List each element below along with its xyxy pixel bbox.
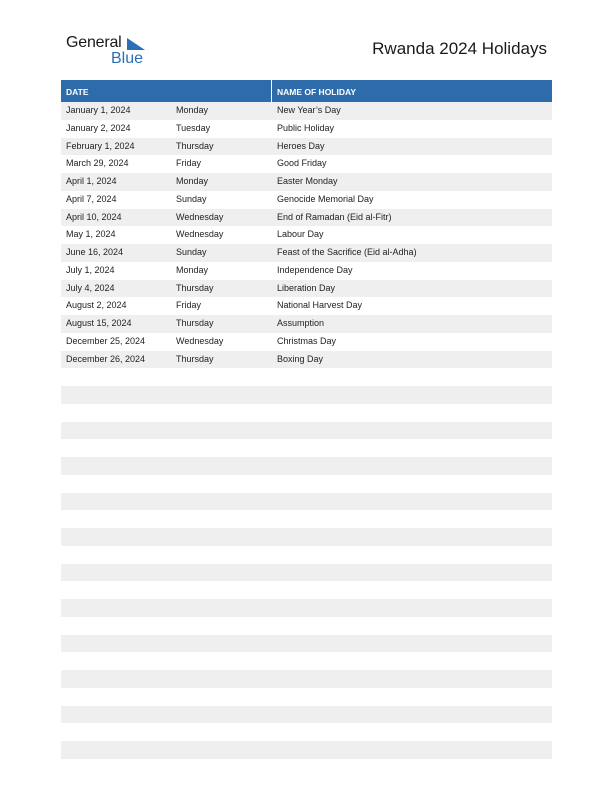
generalblue-logo xyxy=(66,34,156,68)
cell-date: June 16, 2024 xyxy=(66,247,124,257)
cell-holiday-name: New Year’s Day xyxy=(277,105,341,115)
table-row xyxy=(61,635,552,653)
cell-weekday: Sunday xyxy=(176,247,207,257)
cell-holiday-name: Liberation Day xyxy=(277,282,336,293)
cell-weekday: Thursday xyxy=(176,140,214,151)
table-row xyxy=(61,191,552,209)
cell-holiday-name: Good Friday xyxy=(277,158,327,169)
cell-date: December 25, 2024 xyxy=(66,335,146,346)
cell-holiday-name: Easter Monday xyxy=(277,176,338,186)
table-row xyxy=(61,652,552,670)
table-row xyxy=(61,493,552,511)
table-row xyxy=(61,351,552,369)
cell-weekday: Monday xyxy=(176,105,209,115)
cell-weekday: Sunday xyxy=(176,193,207,204)
table-row xyxy=(61,333,552,351)
cell-weekday: Wednesday xyxy=(176,229,224,240)
cell-weekday: Wednesday xyxy=(176,335,224,346)
table-row xyxy=(61,564,552,582)
table-row xyxy=(61,102,552,120)
cell-weekday: Thursday xyxy=(176,282,214,293)
cell-holiday-name: Independence Day xyxy=(277,264,353,275)
table-row xyxy=(61,404,552,422)
table-row xyxy=(61,244,552,262)
cell-holiday-name: Labour Day xyxy=(277,229,324,240)
cell-date: April 1, 2024 xyxy=(66,176,117,186)
table-row xyxy=(61,741,552,759)
logo-text-blue: Blue xyxy=(111,50,144,67)
cell-holiday-name: End of Ramadan (Eid al-Fitr) xyxy=(277,211,392,222)
table-row xyxy=(61,457,552,475)
table-row xyxy=(61,581,552,599)
cell-date: July 4, 2024 xyxy=(66,282,115,293)
table-row xyxy=(61,546,552,564)
cell-date: April 7, 2024 xyxy=(66,193,117,204)
table-body xyxy=(61,102,552,759)
table-row xyxy=(61,209,552,227)
table-row xyxy=(61,670,552,688)
header-holiday-name: NAME OF HOLIDAY xyxy=(277,87,357,97)
table-row xyxy=(61,422,552,440)
cell-weekday: Friday xyxy=(176,300,202,311)
table-header xyxy=(61,80,552,102)
cell-date: January 1, 2024 xyxy=(66,105,131,115)
cell-weekday: Thursday xyxy=(176,318,214,328)
cell-date: December 26, 2024 xyxy=(66,353,146,364)
table-row xyxy=(61,439,552,457)
cell-weekday: Monday xyxy=(176,264,209,275)
table-row xyxy=(61,120,552,138)
cell-date: August 15, 2024 xyxy=(66,318,132,328)
table-row xyxy=(61,138,552,156)
table-row xyxy=(61,528,552,546)
cell-date: August 2, 2024 xyxy=(66,300,127,311)
table-row xyxy=(61,688,552,706)
table-row xyxy=(61,510,552,528)
cell-holiday-name: Boxing Day xyxy=(277,353,324,364)
cell-weekday: Friday xyxy=(176,158,202,169)
cell-holiday-name: National Harvest Day xyxy=(277,300,363,311)
table-row xyxy=(61,368,552,386)
table-row xyxy=(61,617,552,635)
cell-date: May 1, 2024 xyxy=(66,229,116,240)
table-row xyxy=(61,386,552,404)
table-row xyxy=(61,280,552,298)
cell-holiday-name: Heroes Day xyxy=(277,140,325,151)
cell-weekday: Tuesday xyxy=(176,122,211,133)
table-row xyxy=(61,706,552,724)
table-row xyxy=(61,723,552,741)
table-row xyxy=(61,226,552,244)
cell-weekday: Thursday xyxy=(176,353,214,364)
cell-holiday-name: Assumption xyxy=(277,318,325,328)
table-row xyxy=(61,475,552,493)
cell-weekday: Monday xyxy=(176,176,209,186)
cell-holiday-name: Genocide Memorial Day xyxy=(277,193,374,204)
cell-holiday-name: Public Holiday xyxy=(277,122,335,133)
cell-date: February 1, 2024 xyxy=(66,140,135,151)
header-date: DATE xyxy=(66,87,89,97)
cell-date: March 29, 2024 xyxy=(66,158,129,169)
cell-date: January 2, 2024 xyxy=(66,122,131,133)
table-row xyxy=(61,262,552,280)
logo-text-general: General xyxy=(66,34,122,51)
logo-triangle-icon xyxy=(125,38,145,50)
holiday-table xyxy=(61,80,552,759)
table-row xyxy=(61,173,552,191)
cell-date: April 10, 2024 xyxy=(66,211,122,222)
table-row xyxy=(61,315,552,333)
header-divider xyxy=(271,80,272,102)
cell-holiday-name: Christmas Day xyxy=(277,335,337,346)
cell-holiday-name: Feast of the Sacrifice (Eid al-Adha) xyxy=(277,247,417,257)
cell-date: July 1, 2024 xyxy=(66,264,115,275)
table-row xyxy=(61,599,552,617)
page-title: Rwanda 2024 Holidays xyxy=(372,39,547,58)
table-row xyxy=(61,155,552,173)
cell-weekday: Wednesday xyxy=(176,211,224,222)
table-row xyxy=(61,297,552,315)
